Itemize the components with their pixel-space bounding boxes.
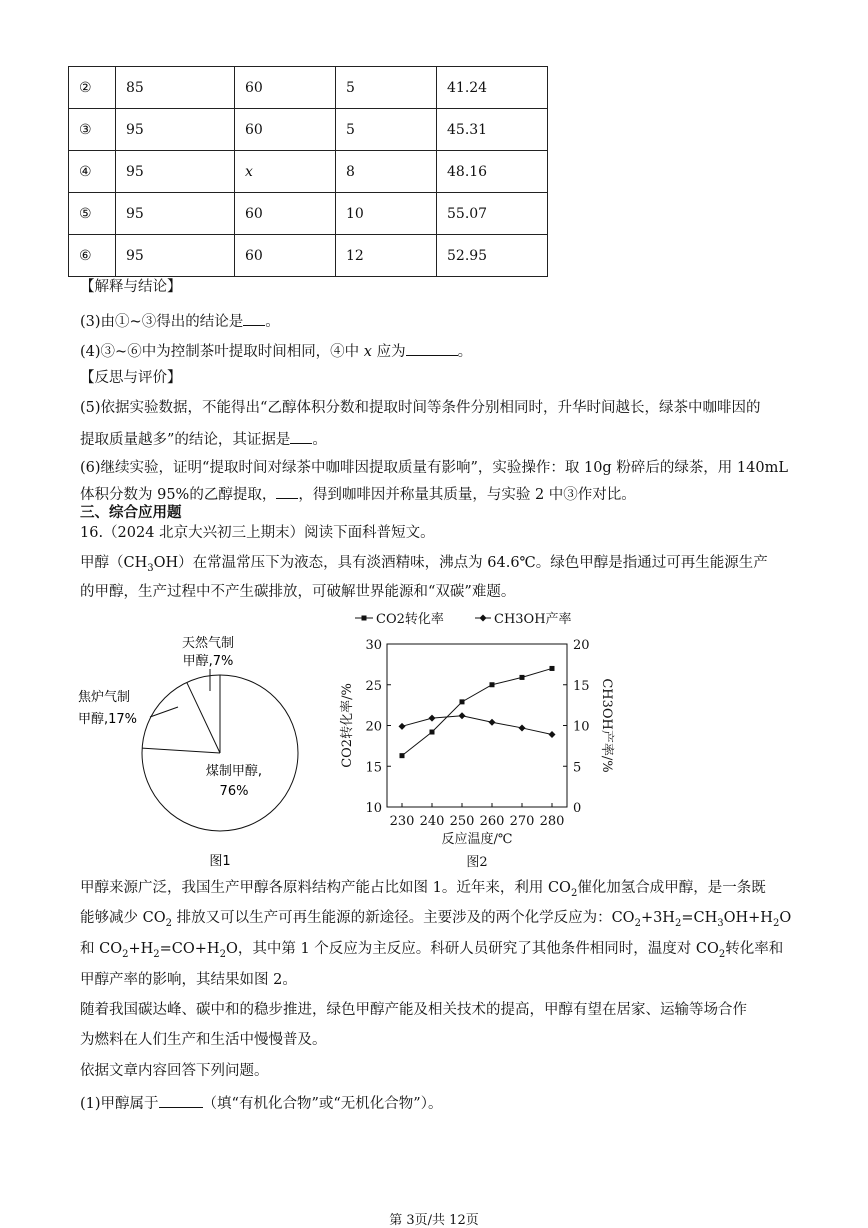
question-5-line2: 提取质量越多”的结论，其证据是 。 — [80, 428, 327, 450]
para2-line4: 甲醇产率的影响，其结果如图 2。 — [80, 972, 297, 988]
para3-line1: 随着我国碳达峰、碳中和的稳步推进，绿色甲醇产能及相关技术的提高，甲醇有望在居家、运输等场合作 — [80, 1002, 747, 1018]
table-cell: 52.95 — [437, 235, 548, 277]
pie-label-coke-gas-1: 焦炉气制 — [78, 690, 131, 705]
table-cell: ④ — [69, 151, 116, 193]
para2-line1: 甲醇来源广泛，我国生产甲醇各原料结构产能占比如图 1。近年来，利用 $CO_2$催化加氢合成甲醇，是一条既 — [80, 880, 766, 899]
question-16-title: 16.（2024 北京大兴初三上期末）阅读下面科普短文。 — [80, 525, 435, 541]
table-cell: 95 — [116, 235, 235, 277]
series-0-point — [460, 699, 465, 704]
table-cell: 41.24 — [437, 67, 548, 109]
table-cell: 45.31 — [437, 109, 548, 151]
question-3: (3)由①~③得出的结论是 。 — [80, 310, 280, 332]
table-cell: ② — [69, 67, 116, 109]
answer-blank[interactable] — [276, 483, 298, 499]
legend-label-0: CO2转化率 — [376, 612, 444, 627]
pie-label-coke-gas-2: 甲醇,17% — [78, 712, 138, 727]
x-tick-label: 260 — [479, 814, 505, 829]
left-tick-label: 15 — [365, 760, 382, 776]
para2-line2: 能够减少 $CO_2$ 排放又可以生产可再生能源的新途径。主要涉及的两个化学反应为：$CO_2+3H_2=CH_3OH+H_2O$ — [80, 910, 792, 929]
right-axis-label: CH3OH产率/% — [599, 678, 614, 773]
question-6-line1: (6)继续实验，证明“提取时间对绿茶中咖啡因提取质量有影响”，实验操作：取 10g 粉碎后的绿茶，用 140mL — [80, 460, 788, 476]
x-tick-label: 280 — [539, 814, 565, 829]
figure-2-caption: 图2 — [466, 855, 488, 870]
right-tick-label: 10 — [573, 719, 590, 735]
series-line-1 — [402, 716, 552, 735]
left-tick-label: 10 — [365, 801, 382, 816]
figure-1-pie-chart — [78, 625, 310, 870]
series-1-point — [549, 731, 556, 738]
series-0-point — [520, 675, 525, 680]
section-explain: 【解释与结论】 — [80, 279, 182, 295]
series-line-0 — [402, 668, 552, 755]
table-cell: ⑥ — [69, 235, 116, 277]
table-row — [69, 151, 548, 193]
para3-line2: 为燃料在人们生产和生活中慢慢普及。 — [80, 1032, 327, 1048]
page-footer: 第 3页/共 12页 — [389, 1213, 479, 1228]
right-tick-label: 15 — [573, 678, 590, 694]
table-cell: ⑤ — [69, 193, 116, 235]
series-1-point — [459, 712, 466, 719]
figure-1-caption: 图1 — [209, 854, 231, 869]
plot-frame — [387, 644, 567, 807]
table-cell: 12 — [336, 235, 437, 277]
series-1-point — [429, 715, 436, 722]
series-1-point — [399, 723, 406, 730]
question-5-line1: (5)依据实验数据，不能得出“乙醇体积分数和提取时间等条件分别相同时，升华时间越长，绿茶中咖啡因的 — [80, 400, 761, 416]
table-cell: 55.07 — [437, 193, 548, 235]
table-cell: 60 — [235, 193, 336, 235]
pie-label-coal-2: 76% — [219, 784, 249, 799]
x-tick-label: 230 — [389, 814, 415, 829]
left-axis-label: CO2转化率/% — [340, 683, 355, 768]
series-1-point — [519, 724, 526, 731]
answer-blank[interactable] — [159, 1092, 203, 1108]
left-tick-label: 25 — [365, 678, 382, 694]
table-cell: 95 — [116, 193, 235, 235]
table-cell: 95 — [116, 151, 235, 193]
para4: 依据文章内容回答下列问题。 — [80, 1063, 269, 1079]
legend-marker-1 — [480, 615, 487, 622]
table-row — [69, 235, 548, 277]
intro-line2: 的甲醇，生产过程中不产生碳排放，可破解世界能源和“双碳”难题。 — [80, 584, 516, 600]
answer-blank[interactable] — [243, 310, 265, 326]
table-cell: 48.16 — [437, 151, 548, 193]
table-row — [69, 193, 548, 235]
section-reflect: 【反思与评价】 — [80, 370, 182, 386]
table-cell: 5 — [336, 109, 437, 151]
table-cell: x — [235, 151, 336, 193]
table-cell: ③ — [69, 109, 116, 151]
question-6-line2: 体积分数为 95%的乙醇提取， ，得到咖啡因并称量其质量，与实验 2 中③作对比。 — [80, 483, 636, 505]
pie-label-coal-1: 煤制甲醇, — [205, 764, 263, 779]
table-cell: 8 — [336, 151, 437, 193]
answer-blank[interactable] — [406, 340, 458, 356]
experiment-table — [68, 66, 548, 277]
pie-label-natural-gas-2: 甲醇,7% — [182, 654, 234, 669]
question-1: (1)甲醇属于 （填“有机化合物”或“无机化合物”）。 — [80, 1092, 442, 1114]
right-tick-label: 0 — [573, 801, 582, 816]
table-cell: 85 — [116, 67, 235, 109]
series-0-point — [400, 753, 405, 758]
series-0-point — [490, 682, 495, 687]
table-cell: 60 — [235, 67, 336, 109]
section-3-heading: 三、综合应用题 — [80, 504, 182, 521]
x-axis-label: 反应温度/℃ — [441, 832, 513, 847]
table-cell: 60 — [235, 109, 336, 151]
series-1-point — [489, 719, 496, 726]
table-row — [69, 67, 548, 109]
right-tick-label: 20 — [573, 638, 590, 653]
table-cell: 60 — [235, 235, 336, 277]
question-4: (4)③~⑥中为控制茶叶提取时间相同，④中 x 应为 。 — [80, 340, 472, 362]
legend-label-1: CH3OH产率 — [494, 612, 572, 627]
series-0-point — [550, 666, 555, 671]
para2-line3: 和 $CO_2+H_2=CO+H_2O$，其中第 1 个反应为主反应。科研人员研究了其他条件相同时，温度对 $CO_2$转化率和 — [80, 941, 784, 960]
table-row — [69, 109, 548, 151]
x-tick-label: 250 — [449, 814, 475, 829]
left-tick-label: 30 — [365, 638, 382, 653]
right-tick-label: 5 — [573, 760, 582, 776]
table-cell: 5 — [336, 67, 437, 109]
series-0-point — [430, 730, 435, 735]
table-cell: 95 — [116, 109, 235, 151]
table-cell: 10 — [336, 193, 437, 235]
intro-line1: 甲醇$(CH_3OH)$在常温常压下为液态，具有淡酒精味，沸点为 64.6℃。绿色甲醇是指通过可再生能源生产 — [80, 555, 768, 574]
pie-label-natural-gas-1: 天然气制 — [181, 636, 235, 651]
x-tick-label: 270 — [509, 814, 535, 829]
figure-2-line-chart — [335, 604, 625, 870]
legend-marker-0 — [362, 616, 367, 621]
left-tick-label: 20 — [365, 719, 382, 735]
x-tick-label: 240 — [419, 814, 445, 829]
answer-blank[interactable] — [290, 428, 312, 444]
